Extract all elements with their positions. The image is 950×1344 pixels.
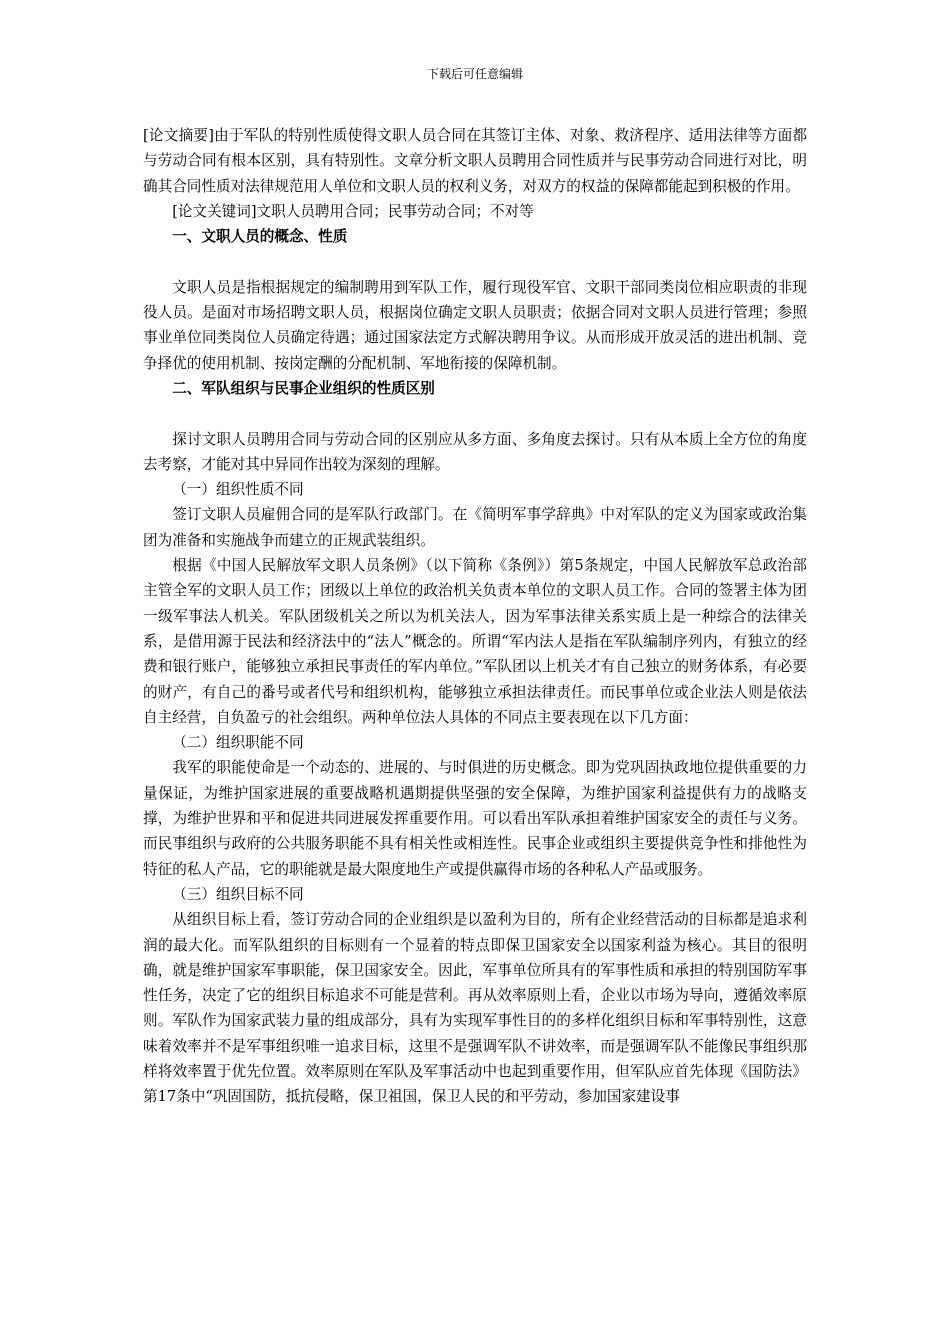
- subsection-3-heading: （三）组织目标不同: [172, 885, 304, 903]
- section-1-paragraph: 文职人员是指根据规定的编制聘用到军队工作，履行现役军官、文职干部同类岗位相应职责的非现役人员。是面对市场招聘文职人员，根据岗位确定文职人员职责；依据合同对文职人员进行管理；参照事业单位同类岗位人员确定待遇；通过国家法定方式解决聘用争议。从而形成开放灵活的进出机制、竞争择优的使用机制、按岗定酬的分配机制、军地衔接的保障机制。: [143, 278, 807, 372]
- subsection-2-heading: （二）组织职能不同: [172, 734, 304, 752]
- subsection-2-paragraph-1: 我军的职能使命是一个动态的、进展的、与时俱进的历史概念。即为党巩固执政地位提供重要的力量保证，为维护国家进展的重要战略机遇期提供坚强的安全保障，为维护国家利益提供有力的战略支撑，为维护世界和平和促进共同进展发挥重要作用。可以看出军队承担着维护国家安全的责任与义务。而民事组织与政府的公共服务职能不具有相关性或相连性。民事企业或组织主要提供竞争性和排他性为特征的私人产品，它的职能就是最大限度地生产或提供赢得市场的各种私人产品或服务。: [143, 759, 807, 878]
- subsection-1-paragraph-2: 根据《中国人民解放军文职人员条例》（以下简称《条例》）第5条规定，中国人民解放军总政治部主管全军的文职人员工作；团级以上单位的政治机关负责本单位的文职人员工作。合同的签署主体为团一级军事法人机关。军队团级机关之所以为机关法人，因为军事法律关系实质上是一种综合的法律关系，是借用源于民法和经济法中的“法人”概念的。所谓“军内法人是指在军队编制序列内，有独立的经费和银行账户，能够独立承担民事责任的军内单位。”军队团以上机关才有自己独立的财务体系，有必要的财产，有自己的番号或者代号和组织机构，能够独立承担法律责任。而民事单位或企业法人则是依法自主经营，自负盈亏的社会组织。两种单位法人具体的不同点主要表现在以下几方面：: [143, 557, 807, 726]
- document-body: [143, 123, 807, 1110]
- keywords-paragraph: [论文关键词]文职人员聘用合同；民事劳动合同；不对等: [172, 202, 534, 220]
- subsection-3-paragraph-1: 从组织目标上看，签订劳动合同的企业组织是以盈利为目的，所有企业经营活动的目标都是追求利润的最大化。而军队组织的目标则有一个显着的特点即保卫国家安全以国家利益为核心。其目的很明确，就是维护国家军事职能，保卫国家安全。因此，军事单位所具有的军事性质和承担的特别国防军事性任务，决定了它的组织目标追求不可能是营利。再从效率原则上看，企业以市场为导向，遵循效率原则。军队作为国家武装力量的组成部分，具有为实现军事性目的的多样化组织目标和军事特别性，这意味着效率并不是军事组织唯一追求目标，这里不是强调军队不讲效率，而是强调军队不能像民事组织那样将效率置于优先位置。效率原则在军队及军事活动中也起到重要作用，但军队应首先体现《国防法》第17条中“巩固国防，抵抗侵略，保卫祖国，保卫人民的和平劳动，参加国家建设事: [143, 911, 807, 1106]
- abstract-paragraph: [论文摘要]由于军队的特别性质使得文职人员合同在其签订主体、对象、救济程序、适用法律等方面都与劳动合同有根本区别，具有特别性。文章分析文职人员聘用合同性质并与民事劳动合同进行对比，明确其合同性质对法律规范用人单位和文职人员的权利义务，对双方的权益的保障都能起到积极的作用。: [143, 127, 807, 195]
- section-2-heading: 二、军队组织与民事企业组织的性质区别: [172, 379, 435, 397]
- page-header: 下载后可任意编辑: [426, 67, 523, 81]
- subsection-1-paragraph-1: 签订文职人员雇佣合同的是军队行政部门。在《简明军事学辞典》中对军队的定义为国家或政治集团为准备和实施战争而建立的正规武装组织。: [143, 506, 807, 549]
- spacer: [143, 249, 807, 274]
- section-1-heading: 一、文职人员的概念、性质: [172, 228, 348, 246]
- section-2-intro: 探讨文职人员聘用合同与劳动合同的区别应从多方面、多角度去探讨。只有从本质上全方位的角度去考察，才能对其中异同作出较为深刻的理解。: [143, 430, 807, 473]
- spacer: [143, 401, 807, 426]
- subsection-1-heading: （一）组织性质不同: [172, 481, 304, 499]
